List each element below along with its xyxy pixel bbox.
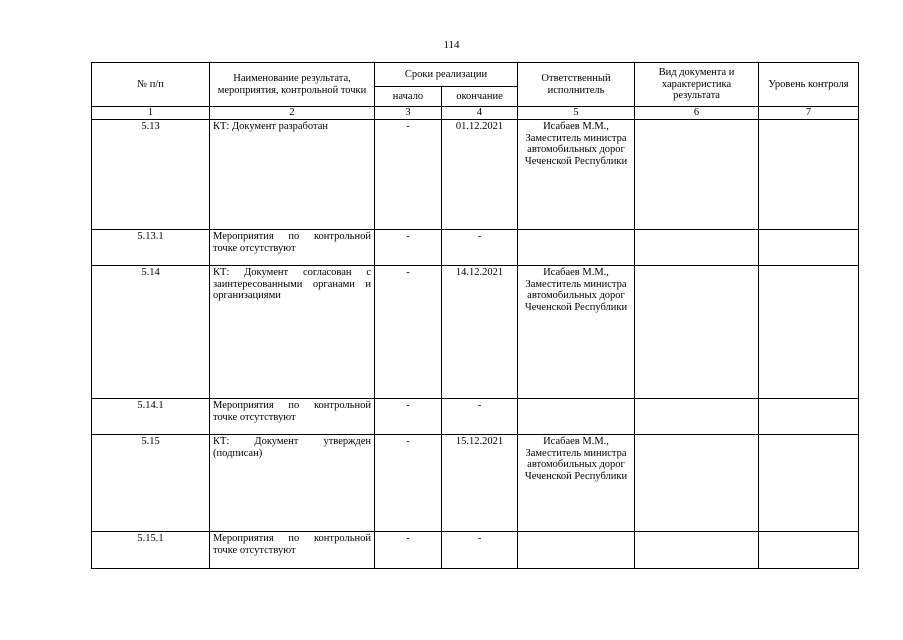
row-start: - <box>375 532 442 569</box>
row-control <box>759 399 859 435</box>
table-header <box>92 63 859 120</box>
row-end: 15.12.2021 <box>442 435 518 532</box>
table-body <box>92 120 859 569</box>
header-end: окончание <box>442 87 518 107</box>
table-row <box>92 532 859 569</box>
row-doc <box>635 266 759 399</box>
implementation-plan-table <box>91 62 859 569</box>
row-responsible: Исабаев М.М., Заместитель министра автомобильных дорог Чеченской Республики <box>518 120 635 230</box>
row-end: - <box>442 399 518 435</box>
row-num: 5.15.1 <box>92 532 210 569</box>
row-doc <box>635 532 759 569</box>
header-responsible: Ответственный исполнитель <box>518 63 635 107</box>
column-number: 2 <box>210 107 375 120</box>
row-num: 5.13 <box>92 120 210 230</box>
row-responsible <box>518 230 635 266</box>
row-start: - <box>375 399 442 435</box>
row-doc <box>635 120 759 230</box>
header-doc: Вид документа и характеристика результата <box>635 63 759 107</box>
table-row <box>92 266 859 399</box>
column-number: 6 <box>635 107 759 120</box>
row-control <box>759 435 859 532</box>
row-start: - <box>375 120 442 230</box>
table-row <box>92 120 859 230</box>
column-number: 3 <box>375 107 442 120</box>
row-num: 5.15 <box>92 435 210 532</box>
row-control <box>759 266 859 399</box>
column-number: 7 <box>759 107 859 120</box>
row-start: - <box>375 435 442 532</box>
table-row <box>92 399 859 435</box>
header-control: Уровень контроля <box>759 63 859 107</box>
row-responsible: Исабаев М.М., Заместитель министра автомобильных дорог Чеченской Республики <box>518 435 635 532</box>
row-doc <box>635 435 759 532</box>
row-control <box>759 532 859 569</box>
row-doc <box>635 230 759 266</box>
row-end: 14.12.2021 <box>442 266 518 399</box>
row-responsible: Исабаев М.М., Заместитель министра автомобильных дорог Чеченской Республики <box>518 266 635 399</box>
row-responsible <box>518 532 635 569</box>
row-end: - <box>442 230 518 266</box>
row-name: КТ: Документ согласован с заинтересованными органами и организациями <box>210 266 375 399</box>
column-number: 5 <box>518 107 635 120</box>
header-start: начало <box>375 87 442 107</box>
row-num: 5.14.1 <box>92 399 210 435</box>
column-number: 4 <box>442 107 518 120</box>
column-numbers-row <box>92 107 859 120</box>
row-end: 01.12.2021 <box>442 120 518 230</box>
row-start: - <box>375 230 442 266</box>
column-number: 1 <box>92 107 210 120</box>
row-name: Мероприятия по контрольной точке отсутствуют <box>210 230 375 266</box>
row-end: - <box>442 532 518 569</box>
row-control <box>759 230 859 266</box>
row-name: КТ: Документ утвержден (подписан) <box>210 435 375 532</box>
page-number: 114 <box>443 39 460 51</box>
row-doc <box>635 399 759 435</box>
row-name: Мероприятия по контрольной точке отсутствуют <box>210 399 375 435</box>
row-name: Мероприятия по контрольной точке отсутствуют <box>210 532 375 569</box>
table-row <box>92 230 859 266</box>
row-start: - <box>375 266 442 399</box>
row-name: КТ: Документ разработан <box>210 120 375 230</box>
header-name: Наименование результата, мероприятия, контрольной точки <box>210 63 375 107</box>
table-row <box>92 435 859 532</box>
header-terms: Сроки реализации <box>375 63 518 87</box>
row-control <box>759 120 859 230</box>
row-num: 5.13.1 <box>92 230 210 266</box>
row-num: 5.14 <box>92 266 210 399</box>
header-num: № п/п <box>92 63 210 107</box>
row-responsible <box>518 399 635 435</box>
